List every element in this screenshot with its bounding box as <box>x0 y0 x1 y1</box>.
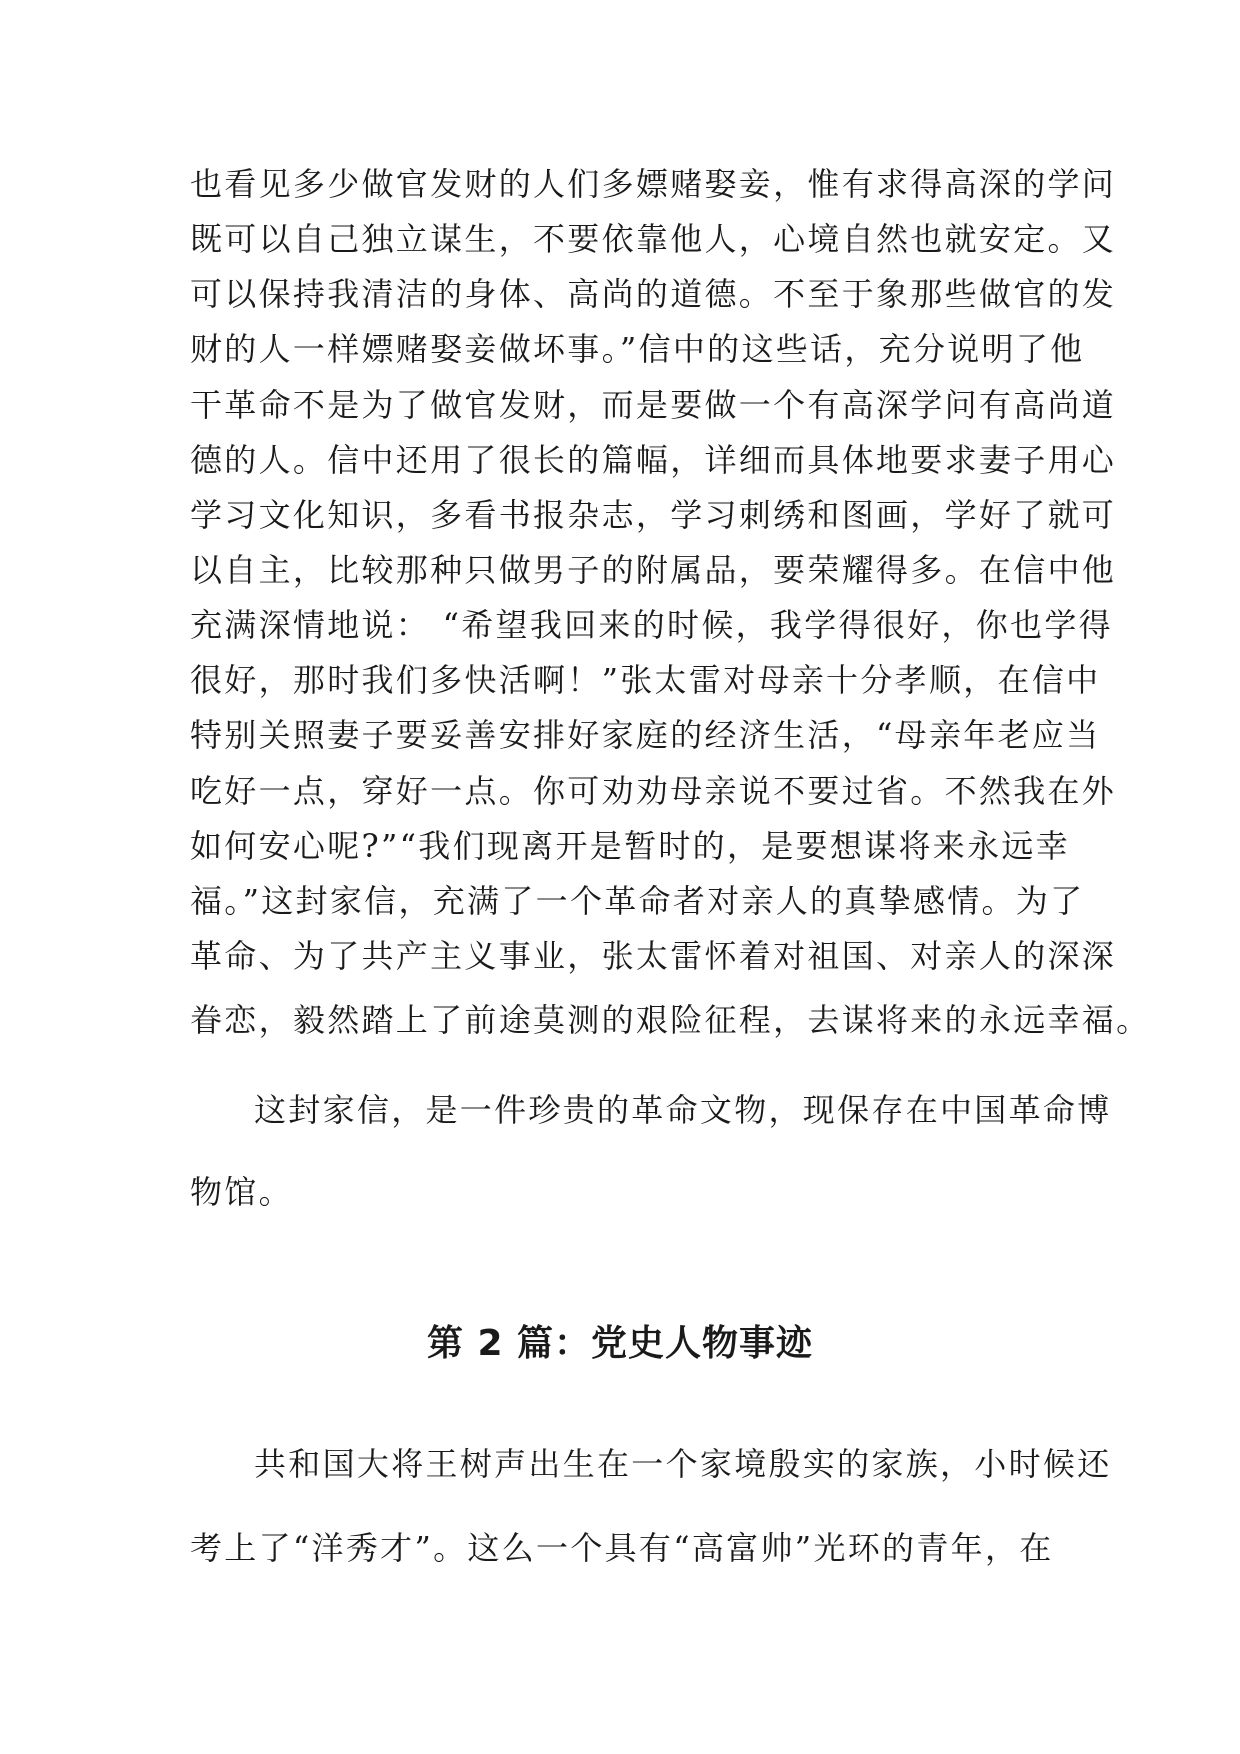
text-line: 物馆。 <box>190 1173 293 1211</box>
text-line: 如何安心呢?”“我们现离开是暂时的，是要想谋将来永远幸 <box>190 827 1070 865</box>
text-line: 考上了“洋秀才”。这么一个具有“高富帅”光环的青年，在 <box>190 1529 1054 1567</box>
text-line: 以自主，比较那种只做男子的附属品，要荣耀得多。在信中他 <box>190 551 1117 589</box>
text-line: 共和国大将王树声出生在一个家境殷实的家族，小时候还 <box>254 1445 1112 1483</box>
text-line: 可以保持我清洁的身体、高尚的道德。不至于象那些做官的发 <box>190 275 1117 313</box>
text-line: 也看见多少做官发财的人们多嫖赌娶妾，惟有求得高深的学问 <box>190 165 1117 203</box>
text-line: 吃好一点，穿好一点。你可劝劝母亲说不要过省。不然我在外 <box>190 772 1117 810</box>
text-line: 学习文化知识，多看书报杂志，学习刺绣和图画，学好了就可 <box>190 496 1117 534</box>
text-line: 很好，那时我们多快活啊！”张太雷对母亲十分孝顺，在信中 <box>190 661 1101 699</box>
text-line: 德的人。信中还用了很长的篇幅，详细而具体地要求妻子用心 <box>190 441 1117 479</box>
section-heading: 第 2 篇：党史人物事迹 <box>426 1323 814 1364</box>
text-line: 充满深情地说： “希望我回来的时候，我学得很好，你也学得 <box>190 606 1113 644</box>
text-line: 福。”这封家信，充满了一个革命者对亲人的真挚感情。为了 <box>190 882 1085 920</box>
text-line: 革命、为了共产主义事业，张太雷怀着对祖国、对亲人的深深 <box>190 937 1117 975</box>
text-line: 特别关照妻子要妥善安排好家庭的经济生活，“母亲年老应当 <box>190 716 1101 754</box>
text-line: 干革命不是为了做官发财，而是要做一个有高深学问有高尚道 <box>190 386 1117 424</box>
text-line: 眷恋，毅然踏上了前途莫测的艰险征程，去谋将来的永远幸福。 <box>190 1001 1151 1039</box>
text-line: 这封家信，是一件珍贵的革命文物，现保存在中国革命博 <box>254 1091 1112 1129</box>
text-line: 财的人一样嫖赌娶妾做坏事。”信中的这些话，充分说明了他 <box>190 330 1085 368</box>
text-line: 既可以自己独立谋生，不要依靠他人，心境自然也就安定。又 <box>190 220 1117 258</box>
